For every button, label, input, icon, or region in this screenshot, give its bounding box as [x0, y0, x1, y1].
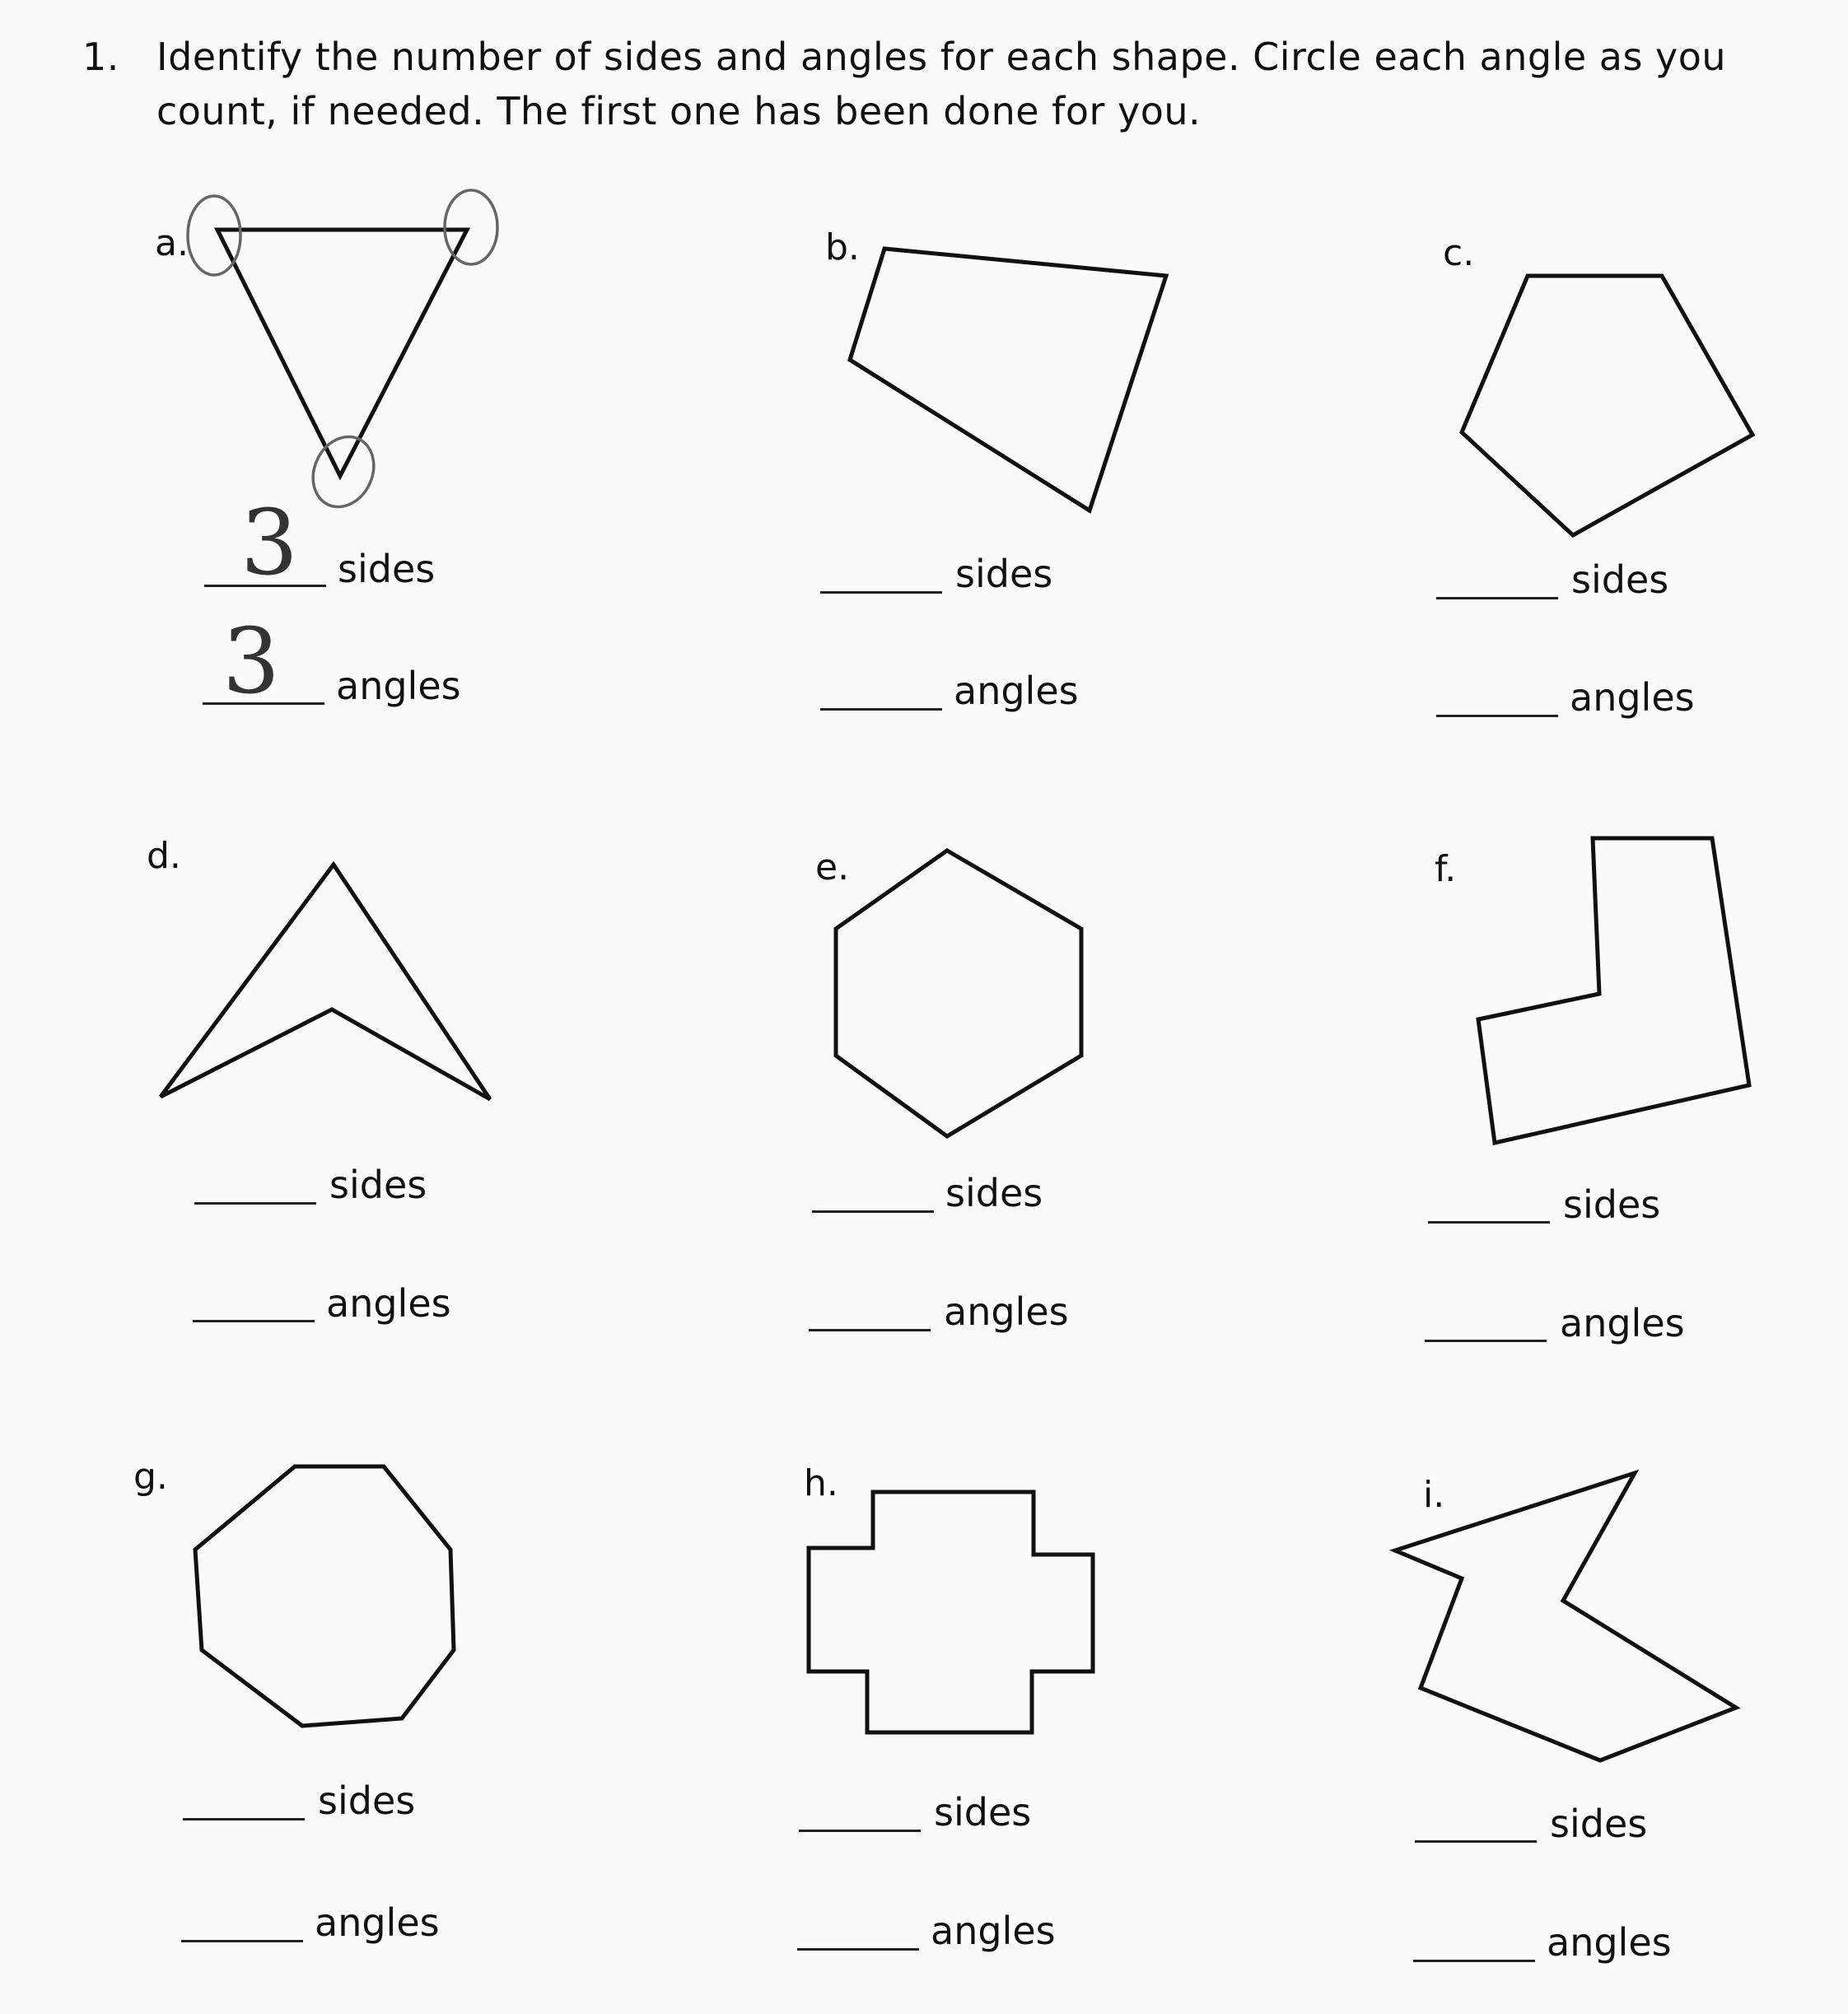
lightning-bolt-icon	[1395, 1473, 1736, 1760]
instructions-text: Identify the number of sides and angles for each shape. Circle each angle as you count, if needed. The first one has been done for you.	[156, 35, 1727, 133]
angle-circle	[445, 190, 497, 264]
shape-i-letter: i.	[1423, 1474, 1445, 1516]
shape-c-sides-blank[interactable]	[1436, 597, 1558, 599]
cross-shape-icon	[809, 1492, 1093, 1732]
shape-h-sides-label: sides	[934, 1790, 1032, 1835]
angle-circle	[188, 196, 240, 275]
shape-f-angles-label: angles	[1560, 1301, 1685, 1345]
shape-h-angles-blank[interactable]	[797, 1948, 919, 1951]
shape-f-letter: f.	[1435, 848, 1457, 890]
shape-b-sides-blank[interactable]	[820, 591, 942, 594]
shape-i-angles-blank[interactable]	[1413, 1960, 1535, 1962]
l-shape-icon	[1478, 838, 1749, 1143]
shape-f-angles-blank[interactable]	[1425, 1340, 1547, 1342]
shape-i-sides-label: sides	[1550, 1802, 1648, 1846]
shape-g-angles-label: angles	[315, 1900, 440, 1945]
shape-d-sides-label: sides	[329, 1163, 427, 1207]
shape-a-angles-answer: 3	[222, 608, 280, 714]
shape-d-angles-blank[interactable]	[193, 1320, 315, 1322]
shape-g-sides-label: sides	[318, 1779, 416, 1823]
shape-b-sides-label: sides	[955, 552, 1053, 596]
shape-f-sides-blank[interactable]	[1428, 1221, 1550, 1224]
shape-c-angles-label: angles	[1570, 675, 1695, 720]
question-number: 1.	[82, 35, 119, 79]
octagon-icon	[195, 1466, 454, 1726]
shape-e-letter: e.	[815, 846, 850, 888]
shape-a-angles-label: angles	[336, 664, 461, 708]
shape-e-sides-blank[interactable]	[812, 1210, 934, 1213]
pentagon-icon	[1462, 276, 1752, 535]
shape-i-sides-blank[interactable]	[1415, 1840, 1537, 1843]
chevron-arrow-icon	[161, 865, 490, 1099]
shape-i-angles-label: angles	[1547, 1920, 1672, 1965]
shape-d-angles-label: angles	[326, 1281, 451, 1326]
quadrilateral-icon	[850, 249, 1166, 510]
shape-h-angles-label: angles	[931, 1909, 1056, 1953]
shape-a-sides-label: sides	[338, 547, 436, 591]
shape-b-angles-label: angles	[954, 669, 1079, 713]
shape-h-letter: h.	[804, 1462, 838, 1504]
shape-h-sides-blank[interactable]	[799, 1830, 921, 1832]
hexagon-icon	[836, 851, 1081, 1136]
shape-g-angles-blank[interactable]	[181, 1940, 303, 1942]
shape-e-angles-blank[interactable]	[809, 1329, 931, 1331]
shape-a-angles-blank[interactable]	[203, 702, 324, 705]
shape-a-sides-answer: 3	[240, 490, 298, 595]
shape-g-letter: g.	[133, 1456, 168, 1498]
shape-d-sides-blank[interactable]	[194, 1202, 316, 1205]
shape-c-sides-label: sides	[1571, 557, 1669, 602]
shape-e-sides-label: sides	[945, 1171, 1043, 1215]
shape-b-angles-blank[interactable]	[820, 708, 942, 711]
shape-b-letter: b.	[825, 226, 860, 268]
shape-a-sides-blank[interactable]	[204, 585, 326, 587]
shape-d-letter: d.	[147, 835, 181, 877]
shape-a-letter: a.	[155, 222, 189, 264]
shape-g-sides-blank[interactable]	[183, 1818, 305, 1821]
shape-e-angles-label: angles	[944, 1289, 1069, 1334]
shape-c-letter: c.	[1443, 232, 1475, 274]
shape-c-angles-blank[interactable]	[1436, 715, 1558, 717]
shape-f-sides-label: sides	[1563, 1182, 1661, 1227]
